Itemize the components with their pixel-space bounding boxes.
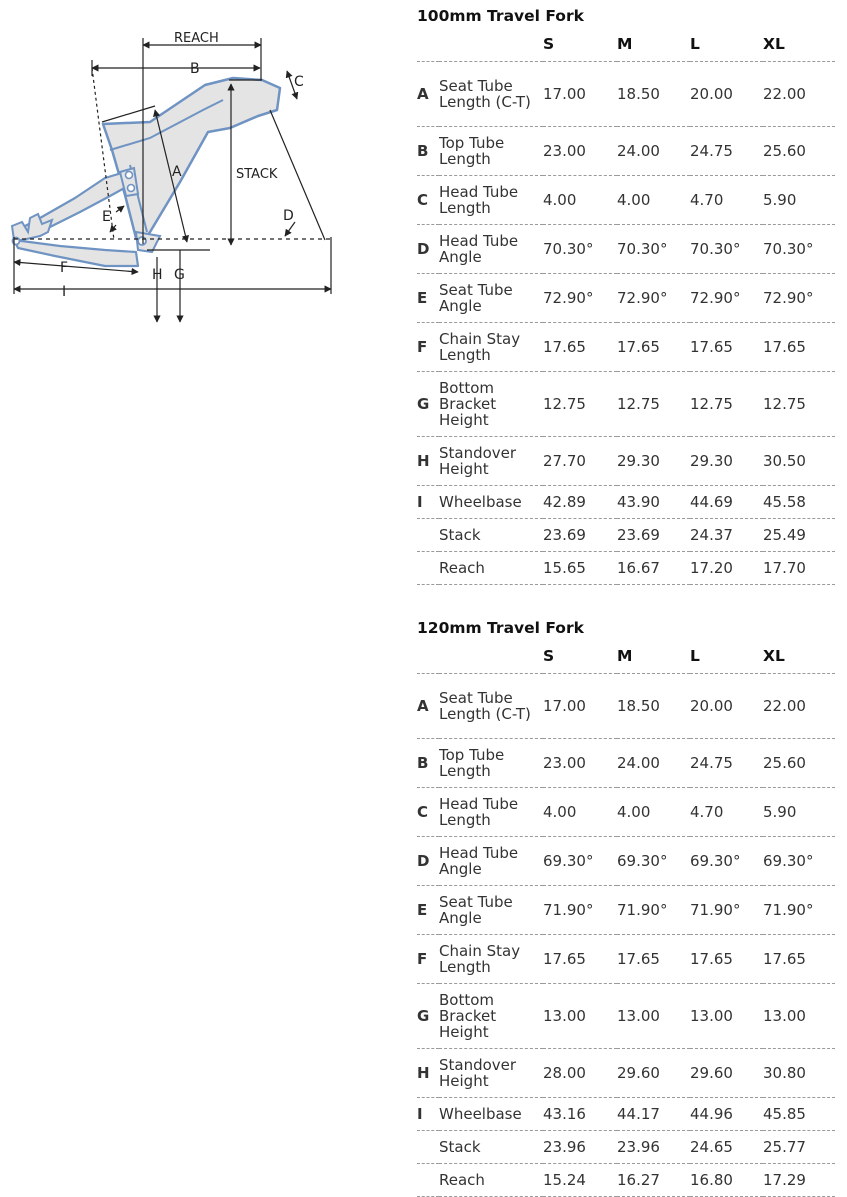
value-cell: 29.30 [617,437,690,486]
row-letter: A [417,674,439,739]
table-row [417,1049,835,1098]
row-letter: B [417,739,439,788]
value-cell: 30.80 [763,1049,835,1098]
table-row [417,274,835,323]
row-letter: F [417,935,439,984]
column-header-xl: XL [763,639,835,674]
value-cell: 4.70 [690,788,763,837]
value-cell: 23.69 [617,519,690,552]
table-row [417,886,835,935]
column-header-l: L [690,27,763,62]
section-title: 100mm Travel Fork [417,7,584,25]
row-label: Stack [439,519,543,552]
value-cell: 23.96 [543,1131,617,1164]
value-cell: 23.00 [543,739,617,788]
row-letter [417,519,439,552]
row-letter: A [417,62,439,127]
geometry-table-120mm [417,617,835,1197]
value-cell: 27.70 [543,437,617,486]
value-cell: 69.30° [690,837,763,886]
value-cell: 13.00 [690,984,763,1049]
column-header-m: M [617,639,690,674]
row-label: Chain Stay Length [439,323,543,372]
table-row [417,225,835,274]
table-row [417,739,835,788]
dimension-letter-g: G [174,267,185,283]
value-cell: 13.00 [617,984,690,1049]
value-cell: 30.50 [763,437,835,486]
value-cell: 13.00 [763,984,835,1049]
value-cell: 12.75 [690,372,763,437]
value-cell: 20.00 [690,674,763,739]
section-title: 120mm Travel Fork [417,619,584,637]
table-row [417,519,835,552]
table-header-row [417,27,835,62]
table-row [417,372,835,437]
geometry-table [417,639,835,1197]
row-label: Bottom Bracket Height [439,984,543,1049]
row-label: Reach [439,1164,543,1197]
value-cell: 4.00 [617,788,690,837]
reach-label: REACH [174,31,219,46]
value-cell: 12.75 [617,372,690,437]
row-label: Standover Height [439,437,543,486]
value-cell: 42.89 [543,486,617,519]
value-cell: 71.90° [763,886,835,935]
value-cell: 24.65 [690,1131,763,1164]
value-cell: 25.49 [763,519,835,552]
table-row [417,674,835,739]
table-row [417,127,835,176]
row-letter: E [417,274,439,323]
table-row [417,62,835,127]
row-letter [417,552,439,585]
dimension-letter-h: H [152,267,163,283]
dimension-letter-f: F [60,260,69,276]
value-cell: 44.96 [690,1098,763,1131]
value-cell: 44.69 [690,486,763,519]
value-cell: 71.90° [617,886,690,935]
value-cell: 24.75 [690,739,763,788]
row-letter: I [417,486,439,519]
value-cell: 25.60 [763,127,835,176]
value-cell: 25.60 [763,739,835,788]
value-cell: 12.75 [543,372,617,437]
value-cell: 17.20 [690,552,763,585]
row-label: Seat Tube Angle [439,886,543,935]
value-cell: 17.65 [617,935,690,984]
value-cell: 12.75 [763,372,835,437]
value-cell: 25.77 [763,1131,835,1164]
row-letter: F [417,323,439,372]
value-cell: 4.00 [543,788,617,837]
value-cell: 20.00 [690,62,763,127]
row-label: Standover Height [439,1049,543,1098]
row-label: Seat Tube Length (C-T) [439,62,543,127]
value-cell: 72.90° [690,274,763,323]
stack-label: STACK [236,167,278,182]
table-row [417,984,835,1049]
dimension-letter-e: E [102,209,111,225]
table-row [417,552,835,585]
row-label: Bottom Bracket Height [439,372,543,437]
column-header-m: M [617,27,690,62]
row-label: Stack [439,1131,543,1164]
row-label: Seat Tube Length (C-T) [439,674,543,739]
value-cell: 43.90 [617,486,690,519]
row-letter: G [417,984,439,1049]
value-cell: 18.50 [617,62,690,127]
value-cell: 23.69 [543,519,617,552]
value-cell: 72.90° [617,274,690,323]
frame-geometry-diagram [0,20,345,330]
row-letter: E [417,886,439,935]
table-row [417,486,835,519]
value-cell: 16.27 [617,1164,690,1197]
value-cell: 17.65 [690,323,763,372]
dimension-letter-b: B [190,61,200,77]
value-cell: 28.00 [543,1049,617,1098]
row-label: Wheelbase [439,1098,543,1131]
column-header-l: L [690,639,763,674]
value-cell: 17.65 [763,323,835,372]
value-cell: 17.00 [543,62,617,127]
value-cell: 22.00 [763,674,835,739]
value-cell: 70.30° [763,225,835,274]
row-letter: C [417,788,439,837]
value-cell: 71.90° [690,886,763,935]
geometry-table [417,27,835,585]
value-cell: 24.00 [617,739,690,788]
value-cell: 45.58 [763,486,835,519]
table-row [417,788,835,837]
row-letter [417,1164,439,1197]
table-row [417,1131,835,1164]
value-cell: 69.30° [543,837,617,886]
row-letter: D [417,225,439,274]
value-cell: 22.00 [763,62,835,127]
row-label: Chain Stay Length [439,935,543,984]
table-row [417,837,835,886]
table-row [417,323,835,372]
value-cell: 72.90° [543,274,617,323]
row-letter: D [417,837,439,886]
value-cell: 44.17 [617,1098,690,1131]
value-cell: 4.00 [543,176,617,225]
value-cell: 16.80 [690,1164,763,1197]
row-label: Head Tube Length [439,176,543,225]
value-cell: 15.24 [543,1164,617,1197]
value-cell: 4.70 [690,176,763,225]
dimension-letter-c: C [294,74,304,90]
value-cell: 17.65 [690,935,763,984]
row-letter: G [417,372,439,437]
table-row [417,176,835,225]
row-label: Reach [439,552,543,585]
row-letter: H [417,1049,439,1098]
value-cell: 23.00 [543,127,617,176]
dimension-lines [14,38,331,322]
value-cell: 70.30° [690,225,763,274]
table-row [417,1098,835,1131]
value-cell: 72.90° [763,274,835,323]
value-cell: 16.67 [617,552,690,585]
value-cell: 17.65 [763,935,835,984]
value-cell: 70.30° [617,225,690,274]
dimension-letter-a: A [172,164,182,180]
value-cell: 45.85 [763,1098,835,1131]
value-cell: 24.00 [617,127,690,176]
value-cell: 15.65 [543,552,617,585]
row-letter: H [417,437,439,486]
value-cell: 43.16 [543,1098,617,1131]
value-cell: 5.90 [763,176,835,225]
row-letter: B [417,127,439,176]
value-cell: 18.50 [617,674,690,739]
row-label: Seat Tube Angle [439,274,543,323]
row-letter: I [417,1098,439,1131]
value-cell: 5.90 [763,788,835,837]
value-cell: 17.00 [543,674,617,739]
value-cell: 17.29 [763,1164,835,1197]
table-row [417,437,835,486]
value-cell: 24.37 [690,519,763,552]
value-cell: 17.65 [617,323,690,372]
value-cell: 71.90° [543,886,617,935]
table-header-row [417,639,835,674]
row-letter [417,1131,439,1164]
row-letter: C [417,176,439,225]
row-label: Wheelbase [439,486,543,519]
value-cell: 69.30° [617,837,690,886]
row-label: Head Tube Angle [439,837,543,886]
value-cell: 29.60 [617,1049,690,1098]
table-row [417,935,835,984]
row-label: Top Tube Length [439,739,543,788]
value-cell: 17.65 [543,323,617,372]
value-cell: 4.00 [617,176,690,225]
value-cell: 29.30 [690,437,763,486]
value-cell: 24.75 [690,127,763,176]
value-cell: 17.70 [763,552,835,585]
dimension-letter-d: D [283,208,294,224]
column-header-s: S [543,639,617,674]
table-row [417,1164,835,1197]
column-header-s: S [543,27,617,62]
value-cell: 23.96 [617,1131,690,1164]
dimension-letter-i: I [62,284,67,300]
column-header-xl: XL [763,27,835,62]
value-cell: 69.30° [763,837,835,886]
value-cell: 13.00 [543,984,617,1049]
value-cell: 29.60 [690,1049,763,1098]
row-label: Top Tube Length [439,127,543,176]
row-label: Head Tube Length [439,788,543,837]
row-label: Head Tube Angle [439,225,543,274]
value-cell: 70.30° [543,225,617,274]
value-cell: 17.65 [543,935,617,984]
geometry-table-100mm [417,5,835,585]
